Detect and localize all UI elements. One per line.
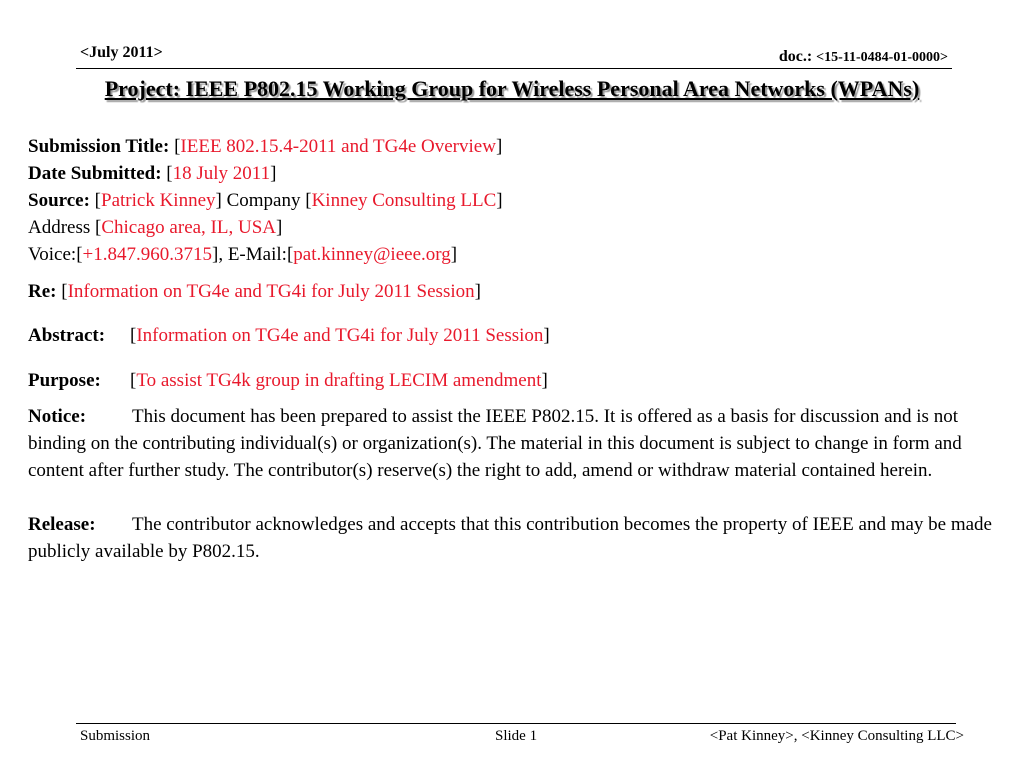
submission-title-line: Submission Title: [IEEE 802.15.4-2011 and TG4e Overview]: [28, 136, 503, 157]
footer-author: <Pat Kinney>, <Kinney Consulting LLC>: [709, 728, 964, 744]
re-line: Re: [Information on TG4e and TG4i for July 2011 Session]: [28, 281, 481, 302]
submission-title-value: IEEE 802.15.4-2011 and TG4e Overview: [180, 136, 496, 157]
purpose-label: Purpose:: [28, 370, 101, 391]
doc-number: <15-11-0484-01-0000>: [816, 50, 948, 65]
voice-value: +1.847.960.3715: [82, 244, 212, 265]
address-line: Address [Chicago area, IL, USA]: [28, 217, 283, 238]
notice-text: This document has been prepared to assist the IEEE P802.15. It is offered as a basis for discussion and is not binding on the contributing individual(s) or organization(s). The material in this document is subject to change in form and content after further study. The contributor(s) reserve(s) the right to add, amend or withdraw material contained herein.: [28, 406, 962, 481]
footer-rule: [76, 723, 956, 724]
release-text: The contributor acknowledges and accepts that this contribution becomes the property of IEEE and may be made publicly available by P802.15.: [28, 514, 992, 562]
header-doc-id: [779, 48, 948, 66]
re-label: Re:: [28, 281, 57, 302]
company-label: Company: [226, 190, 301, 211]
date-submitted-value: 18 July 2011: [172, 163, 271, 184]
footer-submission: Submission: [80, 728, 151, 744]
header-rule: [76, 68, 952, 69]
release-label: Release:: [28, 514, 96, 535]
footer-slide-number: Slide 1: [495, 728, 538, 744]
abstract-label: Abstract:: [28, 325, 106, 346]
re-value: Information on TG4e and TG4i for July 2011 Session: [67, 281, 475, 302]
abstract-line: Abstract: [Information on TG4e and TG4i for July 2011 Session]: [28, 322, 550, 349]
address-value: Chicago area, IL, USA: [101, 217, 276, 238]
notice-paragraph: [28, 403, 1018, 484]
header-date: <July 2011>: [80, 44, 163, 61]
voice-label: Voice:: [28, 244, 77, 265]
doc-label: doc.:: [778, 48, 813, 65]
abstract-value: Information on TG4e and TG4i for July 2011 Session: [136, 325, 544, 346]
page-title: Project: IEEE P802.15 Working Group for Wireless Personal Area Networks (WPANs): [104, 76, 920, 101]
purpose-line: Purpose: [To assist TG4k group in drafting LECIM amendment]: [28, 367, 548, 394]
source-value: Patrick Kinney: [101, 190, 216, 211]
source-label: Source:: [28, 190, 90, 211]
address-label: Address: [28, 217, 91, 238]
date-submitted-label: Date Submitted:: [28, 163, 162, 184]
email-value: pat.kinney@ieee.org: [293, 244, 451, 265]
release-paragraph: [28, 511, 1018, 565]
notice-label: Notice:: [28, 406, 87, 427]
submission-title-label: Submission Title:: [28, 136, 170, 157]
email-label: E-Mail:: [227, 244, 287, 265]
purpose-value: To assist TG4k group in drafting LECIM amendment: [136, 370, 542, 391]
date-submitted-line: Date Submitted: [18 July 2011]: [28, 163, 277, 184]
source-line: Source: [Patrick Kinney] Company [Kinney Consulting LLC]: [28, 190, 503, 211]
voice-line: Voice:[+1.847.960.3715], E-Mail:[pat.kinney@ieee.org]: [28, 244, 458, 265]
company-value: Kinney Consulting LLC: [311, 190, 497, 211]
